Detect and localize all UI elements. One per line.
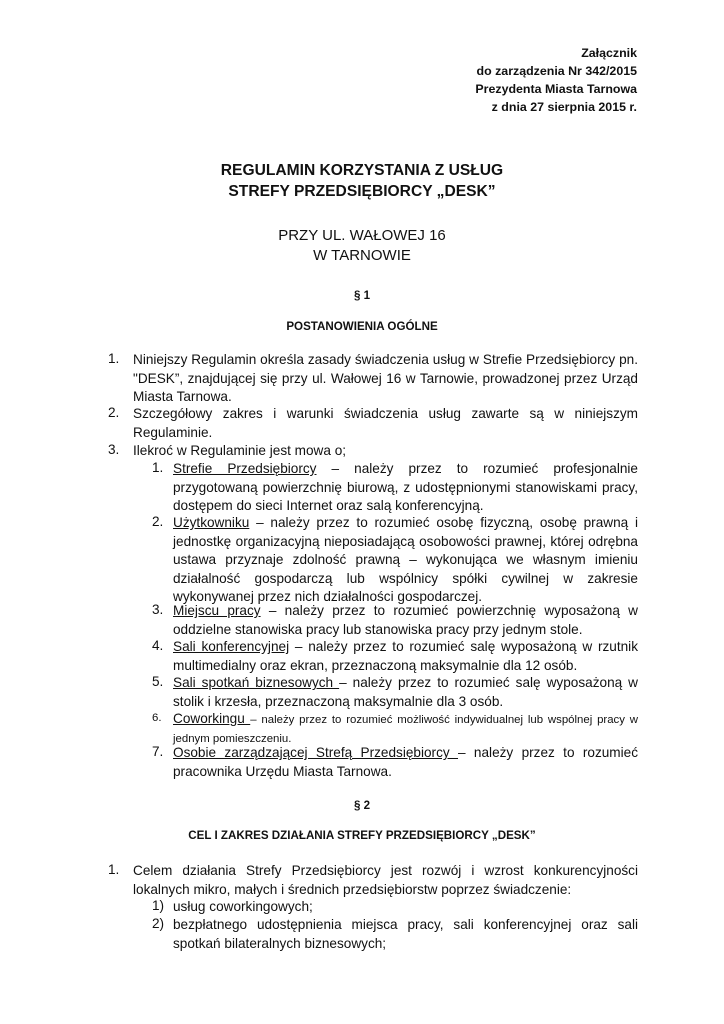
item-number: 3. bbox=[108, 442, 120, 457]
item-number: 2. bbox=[108, 405, 120, 420]
definition-number: 5. bbox=[152, 674, 164, 689]
definition-term: Użytkowniku bbox=[173, 515, 250, 530]
annex-header bbox=[475, 44, 637, 116]
definition-number: 6. bbox=[152, 712, 162, 724]
annex-line: Prezydenta Miasta Tarnowa bbox=[475, 82, 637, 96]
item-number: 1. bbox=[108, 862, 120, 877]
definition-number: 4. bbox=[152, 638, 164, 653]
subitem-text: usług coworkingowych; bbox=[173, 899, 313, 914]
definition-term: Sali konferencyjnej bbox=[173, 639, 290, 654]
title-line: STREFY PRZEDSIĘBIORCY „DESK” bbox=[228, 183, 496, 200]
definition-text bbox=[173, 460, 638, 516]
subtitle-line: W TARNOWIE bbox=[313, 247, 411, 264]
item-number: 1. bbox=[108, 351, 120, 366]
definition-text bbox=[173, 744, 638, 781]
definition-body: – należy przez to rozumieć salę wyposażoną w stolik i krzesła, przeznaczoną maksymalnie dla 3 osób. bbox=[173, 675, 639, 709]
annex-line: do zarządzenia Nr 342/2015 bbox=[476, 64, 637, 78]
definition-text bbox=[173, 602, 638, 639]
subitem-number: 2) bbox=[152, 916, 165, 931]
definition-number: 3. bbox=[152, 602, 164, 617]
document-subtitle bbox=[0, 226, 724, 266]
definition-body: – należy przez to rozumieć osobę fizyczną, osobę prawną i jednostkę organizacyjną nieposiadającą osobowości prawnej, której odrębna ustawa przyznaje zdolność prawną – wykonująca we własnym imieniu działalność gospodarczą lub wspólnicy spółki cywilnej w zakresie wykonywanej przez nich działalności gospodarczej. bbox=[173, 515, 638, 604]
definition-body: – należy przez to rozumieć powierzchnię wyposażoną w oddzielne stanowiska pracy lub stanowiska pracy przy jednym stole. bbox=[173, 603, 638, 637]
definition-text bbox=[173, 638, 638, 675]
section-1-mark: § 1 bbox=[353, 289, 371, 302]
definition-text bbox=[173, 710, 638, 748]
definition-text bbox=[173, 514, 638, 607]
item-text: Ilekroć w Regulaminie jest mowa o; bbox=[133, 443, 347, 458]
section-2-mark: § 2 bbox=[353, 799, 371, 812]
definition-body: – należy przez to rozumieć profesjonalnie przygotowaną powierzchnię biurową, z udostępnionymi stanowiskami pracy, dostępem do sieci Internet oraz salą konferencyjną. bbox=[173, 461, 638, 513]
definition-body: – należy przez to rozumieć pracownika Urzędu Miasta Tarnowa. bbox=[173, 745, 638, 779]
section-2-heading: CEL I ZAKRES DZIAŁANIA STREFY PRZEDSIĘBIORCY „DESK” bbox=[188, 829, 536, 842]
subitem-number: 1) bbox=[152, 898, 165, 913]
definition-number: 2. bbox=[152, 514, 164, 529]
definition-term: Strefie Przedsiębiorcy bbox=[173, 461, 317, 476]
definition-number: 1. bbox=[152, 460, 164, 475]
annex-line: z dnia 27 sierpnia 2015 r. bbox=[491, 100, 637, 114]
subitem-text: bezpłatnego udostępnienia miejsca pracy, sali konferencyjnej oraz sali spotkań bilateralnych biznesowych; bbox=[173, 917, 638, 951]
title-line: REGULAMIN KORZYSTANIA Z USŁUG bbox=[220, 162, 504, 179]
definition-body: – należy przez to rozumieć salę wyposażoną w rzutnik multimedialny oraz ekran, przeznaczoną maksymalnie dla 12 osób. bbox=[173, 639, 638, 673]
definition-text bbox=[173, 674, 638, 711]
item-text: Celem działania Strefy Przedsiębiorcy jest rozwój i wzrost konkurencyjności lokalnych mikro, małych i średnich przedsiębiorstw poprzez świadczenie: bbox=[133, 863, 638, 897]
definition-term: Osobie zarządzającej Strefą Przedsiębiorcy bbox=[173, 745, 459, 760]
document-title bbox=[0, 160, 724, 202]
item-text: Niniejszy Regulamin określa zasady świadczenia usług w Strefie Przedsiębiorcy pn. "DESK”, znajdującej się przy ul. Wałowej 16 w Tarnowie, prowadzonej przez Urząd Miasta Tarnowa. bbox=[133, 352, 638, 404]
definition-body: – należy przez to rozumieć możliwość indywidualnej lub wspólnej pracy w jednym pomieszczeniu. bbox=[173, 714, 638, 745]
subtitle-line: PRZY UL. WAŁOWEJ 16 bbox=[278, 227, 446, 244]
item-text: Szczegółowy zakres i warunki świadczenia usług zawarte są w niniejszym Regulaminie. bbox=[133, 406, 638, 440]
annex-line: Załącznik bbox=[581, 46, 637, 60]
definition-term: Sali spotkań biznesowych bbox=[173, 675, 340, 690]
definition-number: 7. bbox=[152, 744, 164, 759]
definition-term: Coworkingu bbox=[173, 711, 251, 726]
section-1-heading: POSTANOWIENIA OGÓLNE bbox=[286, 320, 438, 333]
definition-term: Miejscu pracy bbox=[173, 603, 261, 618]
